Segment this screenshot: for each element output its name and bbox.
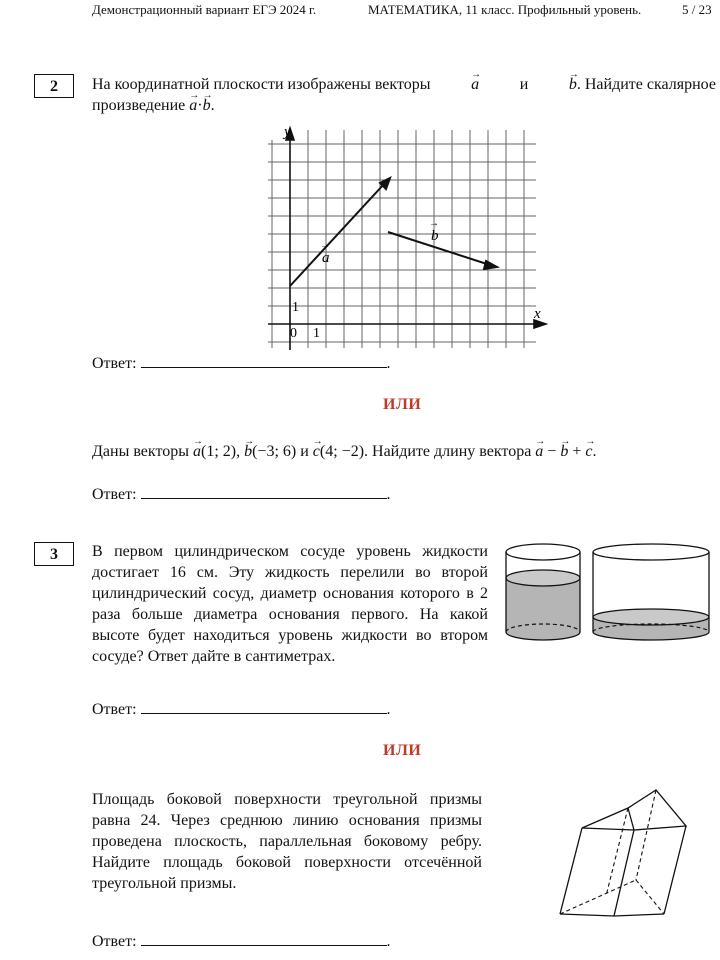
answer-label: Ответ: [92,486,137,503]
text: и [300,443,309,460]
unit-x-label: 1 [313,326,320,341]
vector-c: → c [313,441,320,462]
vector-a-line [290,184,384,286]
grid [268,130,536,348]
text: Найдите длину вектора [372,443,532,460]
cylinder-1-top [506,544,580,560]
vector-c: → c [585,441,592,462]
task2-and: и [519,76,529,93]
task2-alt-text [92,441,712,462]
header-variant: Демонстрационный вариант ЕГЭ 2024 г. [92,2,317,17]
vector-b: → b [569,74,577,95]
text: Даны векторы [92,443,189,460]
task3-alt-text: Площадь боковой поверхности треугольной призмы равна 24. Через среднюю линию основания призмы проведена плоскость, параллельная боковому ребру. Найдите площадь боковой поверхности отсечённой треугольной призмы. [92,791,482,892]
answer-line[interactable] [141,355,387,368]
task-number-2: 2 [34,74,74,98]
axis-x-label: x [534,306,541,322]
answer-line[interactable] [141,486,387,499]
answer-line[interactable] [141,933,387,946]
answer-label: Ответ: [92,933,137,950]
answer-row: Ответ: . [92,486,391,503]
answer-row: Ответ: . [92,701,391,718]
answer-label: Ответ: [92,701,137,718]
plus-sign: + [568,443,586,460]
minus-sign: − [543,443,561,460]
dot-sign: · [197,97,203,114]
arrowhead-icon [484,261,497,269]
arrow-over-b-icon: → [429,218,439,229]
vector-graph [258,122,548,354]
cylinders-figure [498,536,712,648]
vector-a: → a [471,74,479,95]
vector-b: → b [244,441,252,462]
task2-text-3: произведение [92,97,186,114]
liquid-1 [506,578,580,640]
vector-a: → a [535,441,543,462]
vector-b-line [388,232,490,265]
or-separator: ИЛИ [383,396,422,413]
coords-c: (4; −2). [319,443,369,460]
or-separator: ИЛИ [383,742,422,759]
header-page: 5 / 23 [682,2,712,17]
task-number-3: 3 [34,542,74,566]
arrow-over-a-icon: → [320,240,330,251]
unit-y-label: 1 [292,300,299,315]
task2-text: На координатной плоскости изображены векторы → a и → b. Найдите скалярное произведение → a·→ b. [92,74,716,116]
prism-figure [554,786,694,922]
axis-y-label: y [284,124,291,140]
vector-a: → a [193,441,201,462]
text: . [592,443,597,460]
origin-label: 0 [290,326,297,341]
task3-text: В первом цилиндрическом сосуде уровень жидкости достигает 16 см. Эту жидкость перелили во второй цилиндрический сосуд, диаметр основания которого в 2 раза больше диаметра основания первого. На какой высоте будет находиться уровень жидкости во втором сосуде? Ответ дайте в сантиметрах. [92,543,488,665]
vector-a-label: a [322,250,330,266]
vector-b: → b [560,441,568,462]
cylinder-2-top [593,544,709,560]
answer-line[interactable] [141,701,387,714]
answer-label: Ответ: [92,355,137,372]
task2-text-1: На координатной плоскости изображены векторы [92,76,431,93]
coords-a: (1; 2), [200,443,241,460]
answer-row: Ответ: . [92,355,391,372]
task2-text-2: . Найдите скалярное [576,76,716,93]
answer-row: Ответ: . [92,933,391,950]
vector-a: → a [189,95,197,116]
vector-b-label: b [431,228,439,244]
vector-b: → b [203,95,211,116]
coords-b: (−3; 6) [252,443,297,460]
header-subject: МАТЕМАТИКА, 11 класс. Профильный уровень. [368,2,642,17]
